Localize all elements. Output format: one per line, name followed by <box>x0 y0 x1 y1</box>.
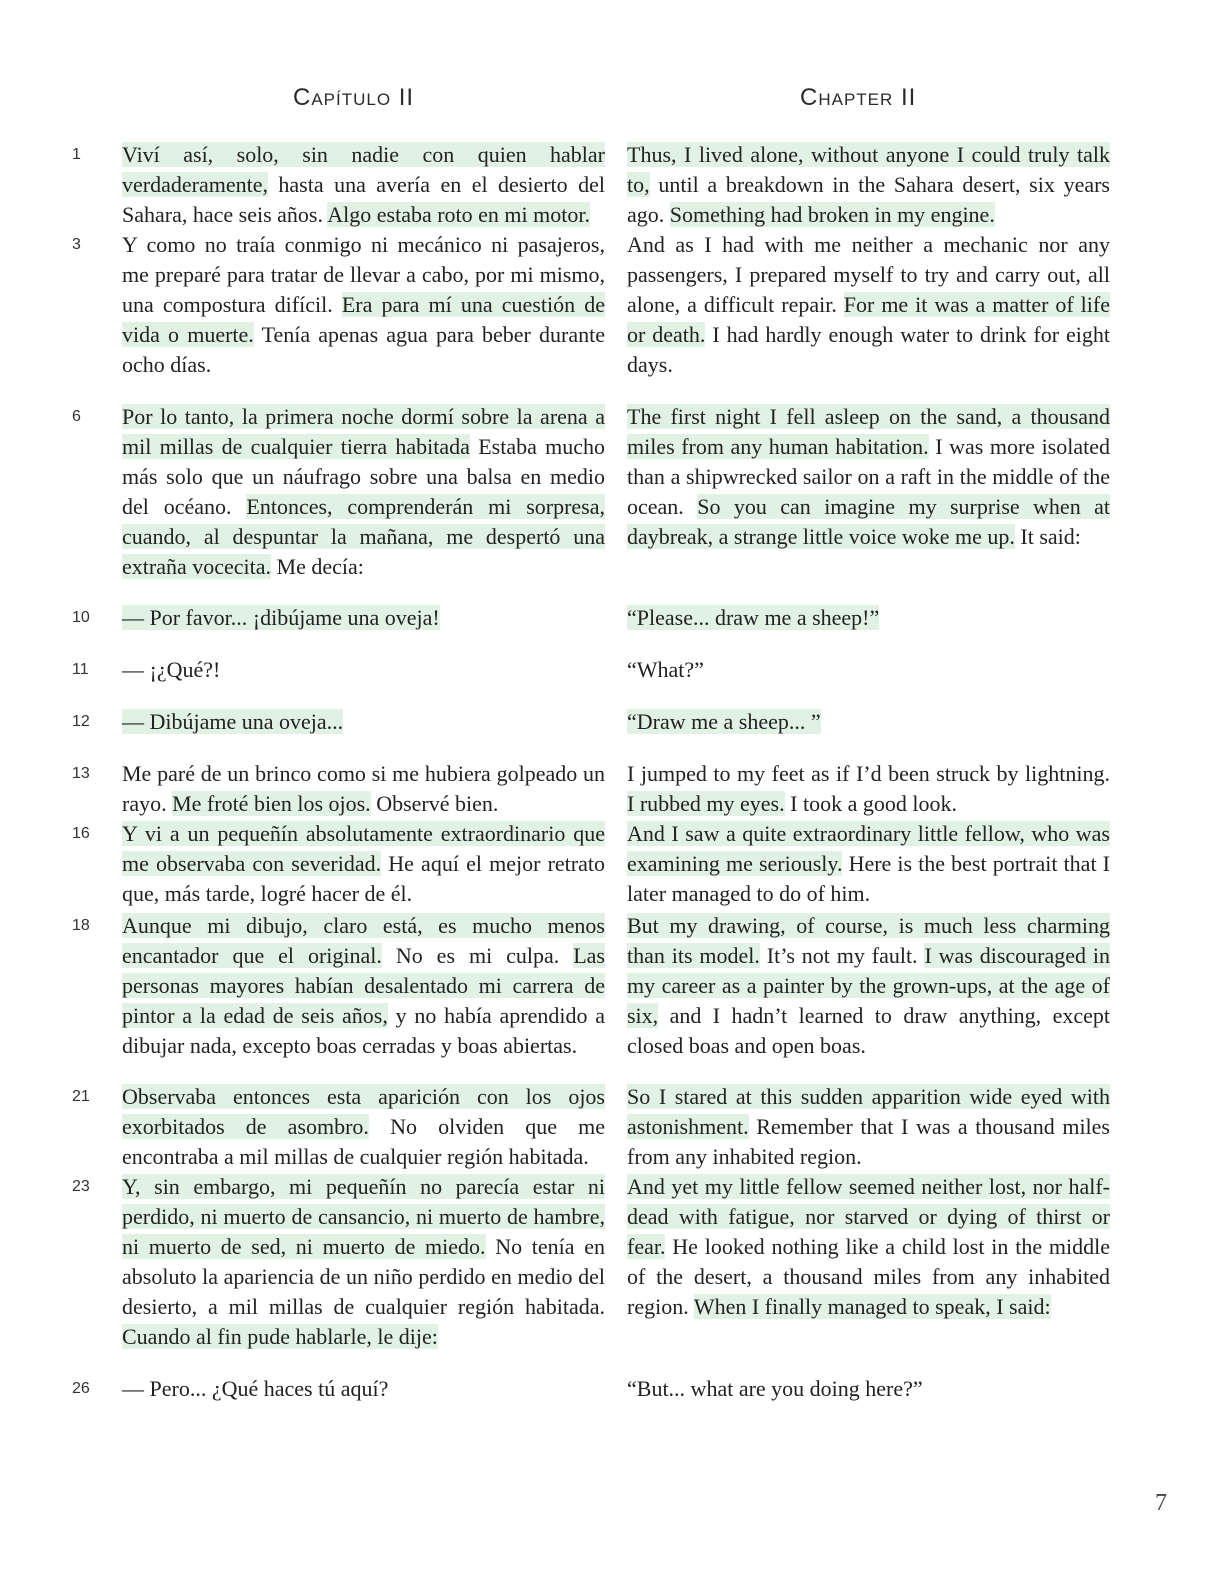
text-span: Me paré de un brinco como si me hubiera golpeado un rayo. <box>122 761 605 816</box>
text-span: y no había aprendido a dibujar nada, excepto boas cerradas y boas abiertas. <box>122 1003 606 1058</box>
english-paragraph <box>627 655 1110 685</box>
highlighted-phrase: Observaba entonces esta aparición con los ojos exorbitados de asombro. <box>122 1084 605 1139</box>
english-paragraph <box>627 1172 1110 1322</box>
line-number: 1 <box>72 146 81 163</box>
text-span: No olviden que me encontraba a mil millas de cualquier región habitada. <box>122 1114 605 1169</box>
highlighted-phrase: And I saw a quite extraordinary little fellow, who was examining me seriously. <box>627 821 1110 876</box>
highlighted-phrase: Las personas mayores habían desalentado mi carrera de pintor a la edad de seis años, <box>122 943 605 1028</box>
highlighted-phrase: Viví así, solo, sin nadie con quien hablar verdaderamente, <box>122 142 605 197</box>
highlighted-phrase: For me it was a matter of life or death. <box>627 292 1110 347</box>
highlighted-phrase: “Please... draw me a sheep!” <box>627 605 880 630</box>
text-span: It’s not my fault. <box>759 943 925 968</box>
english-paragraph <box>627 230 1110 380</box>
line-number: 12 <box>72 713 90 730</box>
highlighted-phrase: Thus, I lived alone, without anyone I could truly talk to, <box>627 142 1110 197</box>
english-paragraph <box>627 911 1110 1061</box>
line-number: 11 <box>72 661 89 678</box>
line-number: 13 <box>72 765 90 782</box>
english-paragraph <box>627 1082 1110 1172</box>
highlighted-phrase: Algo estaba roto en mi motor. <box>327 202 590 227</box>
text-span: It said: <box>1014 524 1081 549</box>
text-span: He looked nothing like a child lost in the middle of the desert, a thousand miles from any inhabited region. <box>627 1234 1110 1319</box>
highlighted-phrase: Por lo tanto, la primera noche dormí sobre la arena a mil millas de cualquier tierra habitada <box>122 404 605 459</box>
highlighted-phrase: Something had broken in my engine. <box>669 202 995 227</box>
highlighted-phrase: I rubbed my eyes. <box>627 791 785 816</box>
english-paragraph <box>627 603 1110 633</box>
text-span: Estaba mucho más solo que un náufrago sobre una balsa en medio del océano. <box>122 434 605 519</box>
text-span: And as I had with me neither a mechanic nor any passengers, I prepared myself to try and carry out, all alone, a difficult repair. <box>627 232 1110 317</box>
text-span: until a breakdown in the Sahara desert, six years ago. <box>627 172 1110 227</box>
highlighted-phrase: Y vi a un pequeñín absolutamente extraordinario que me observaba con severidad. <box>122 821 605 876</box>
text-span: hasta una avería en el desierto del Sahara, hace seis años. <box>122 172 605 227</box>
highlighted-phrase: I was discouraged in my career as a painter by the grown-ups, at the age of six, <box>627 943 1111 1028</box>
text-span: I took a good look. <box>784 791 957 816</box>
spanish-paragraph <box>122 402 605 582</box>
spanish-paragraph <box>122 1082 605 1172</box>
text-span: Tenía apenas agua para beber durante ocho días. <box>122 322 605 377</box>
text-span: I jumped to my feet as if I’d been struck by lightning. <box>627 761 1110 786</box>
line-number: 21 <box>72 1088 90 1105</box>
english-paragraph <box>627 707 1110 737</box>
line-number: 10 <box>72 609 90 626</box>
spanish-paragraph <box>122 655 605 685</box>
english-paragraph <box>627 402 1110 552</box>
text-span: — ¡¿Qué?! <box>122 657 221 682</box>
spanish-paragraph <box>122 707 605 737</box>
highlighted-phrase: The first night I fell asleep on the sand, a thousand miles from any human habitation. <box>627 404 1110 459</box>
line-number: 16 <box>72 825 90 842</box>
text-span: and I hadn’t learned to draw anything, except closed boas and open boas. <box>627 1003 1110 1058</box>
highlighted-phrase: Me froté bien los ojos. <box>172 791 371 816</box>
spanish-paragraph <box>122 819 605 909</box>
spanish-paragraph <box>122 1172 605 1352</box>
page-number: 7 <box>1155 1490 1167 1516</box>
line-number: 23 <box>72 1178 90 1195</box>
highlighted-phrase: But my drawing, of course, is much less charming than its model. <box>627 913 1110 968</box>
text-span: Me decía: <box>271 554 364 579</box>
text-span: No es mi culpa. <box>381 943 574 968</box>
text-span: Observé bien. <box>370 791 499 816</box>
highlighted-phrase: Cuando al fin pude hablarle, le dije: <box>122 1324 438 1349</box>
english-paragraph <box>627 819 1110 909</box>
highlighted-phrase: Y, sin embargo, mi pequeñín no parecía estar ni perdido, ni muerto de cansancio, ni muerto de hambre, ni muerto de sed, ni muerto de miedo. <box>122 1174 605 1259</box>
highlighted-phrase: And yet my little fellow seemed neither lost, nor half-dead with fatigue, nor starved or dying of thirst or fear. <box>627 1174 1110 1259</box>
highlighted-phrase: Era para mí una cuestión de vida o muerte. <box>122 292 605 347</box>
english-paragraph <box>627 1374 1110 1404</box>
spanish-paragraph <box>122 230 605 380</box>
highlighted-phrase: — Dibújame una oveja... <box>122 709 344 734</box>
line-number: 18 <box>72 917 90 934</box>
line-number: 26 <box>72 1380 90 1397</box>
highlighted-phrase: When I finally managed to speak, I said: <box>693 1294 1051 1319</box>
english-paragraph <box>627 140 1110 230</box>
chapter-heading-english: Chapter II <box>800 84 917 111</box>
text-span: “What?” <box>627 657 704 682</box>
english-paragraph <box>627 759 1110 819</box>
highlighted-phrase: — Por favor... ¡dibújame una oveja! <box>122 605 440 630</box>
text-span: “But... what are you doing here?” <box>627 1376 923 1401</box>
text-span: Y como no traía conmigo ni mecánico ni pasajeros, me preparé para tratar de llevar a cabo, por mi mismo, una compostura difícil. <box>122 232 605 317</box>
highlighted-phrase: “Draw me a sheep... ” <box>627 709 821 734</box>
line-number: 3 <box>72 236 81 253</box>
highlighted-phrase: Entonces, comprenderán mi sorpresa, cuando, al despuntar la mañana, me despertó una extraña vocecita. <box>122 494 605 579</box>
text-span: No tenía en absoluto la apariencia de un niño perdido en medio del desierto, a mil millas de cualquier región habitada. <box>122 1234 606 1319</box>
spanish-paragraph <box>122 911 605 1061</box>
text-span: Here is the best portrait that I later managed to do of him. <box>627 851 1110 906</box>
spanish-paragraph <box>122 603 605 633</box>
highlighted-phrase: Aunque mi dibujo, claro está, es mucho menos encantador que el original. <box>122 913 605 968</box>
highlighted-phrase: So I stared at this sudden apparition wide eyed with astonishment. <box>627 1084 1110 1139</box>
chapter-heading-spanish: Capítulo II <box>293 84 415 111</box>
highlighted-phrase: So you can imagine my surprise when at daybreak, a strange little voice woke me up. <box>627 494 1110 549</box>
line-number: 6 <box>72 408 81 425</box>
spanish-paragraph <box>122 759 605 819</box>
text-span: I had hardly enough water to drink for eight days. <box>627 322 1111 377</box>
spanish-paragraph <box>122 1374 605 1404</box>
text-span: — Pero... ¿Qué haces tú aquí? <box>122 1376 389 1401</box>
spanish-paragraph <box>122 140 605 230</box>
text-span: Remember that I was a thousand miles from any inhabited region. <box>627 1114 1110 1169</box>
text-span: He aquí el mejor retrato que, más tarde, logré hacer de él. <box>122 851 605 906</box>
text-span: I was more isolated than a shipwrecked sailor on a raft in the middle of the ocean. <box>627 434 1110 519</box>
